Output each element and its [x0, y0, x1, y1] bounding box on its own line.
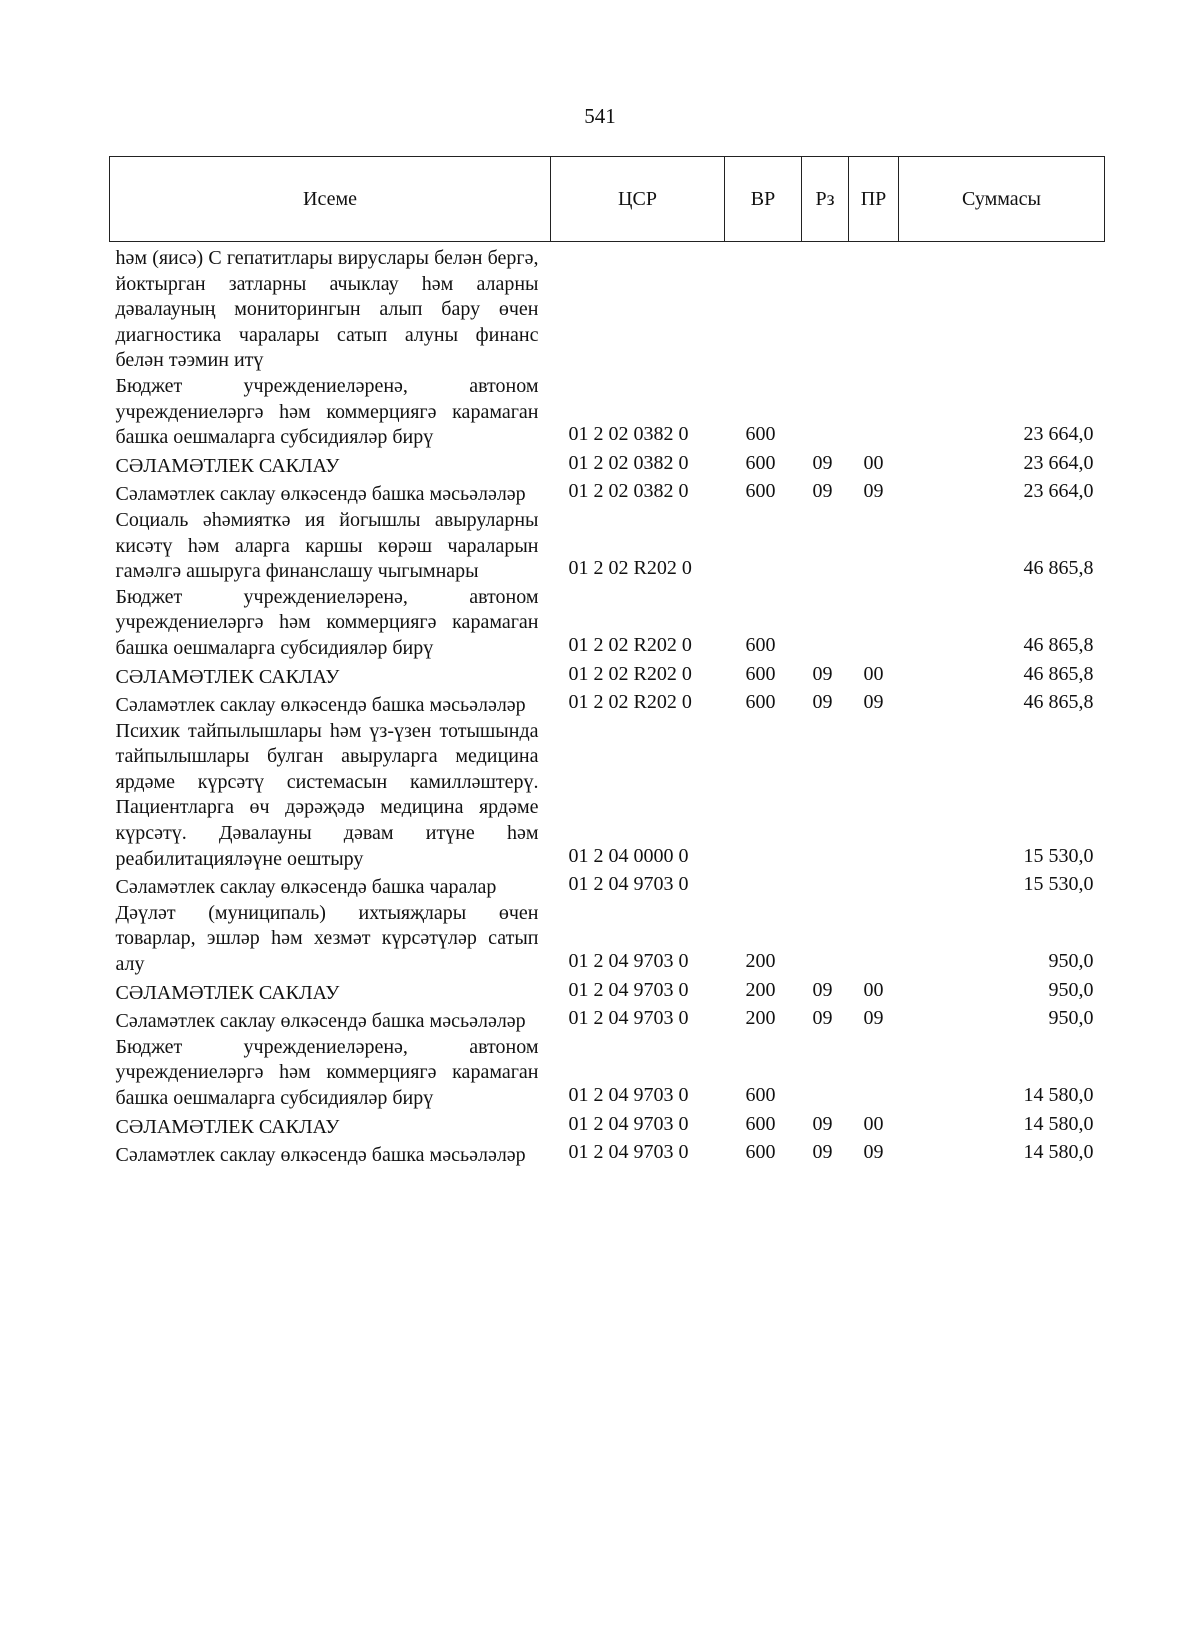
cell-vr: 200: [745, 1007, 776, 1030]
cell-pr: 00: [863, 662, 884, 685]
header-rz: Рз: [802, 157, 849, 242]
cell-pr: 09: [863, 480, 884, 503]
cell-rz: [802, 1035, 849, 1112]
cell-csr: 01 2 02 R202 0: [568, 662, 692, 685]
cell-vr: 600: [745, 1141, 776, 1164]
cell-vr: 600: [745, 1112, 776, 1135]
cell-name: Сәламәтлек саклау өлкәсендә башка мәсьәләләр: [115, 694, 526, 717]
cell-rz: [802, 374, 849, 451]
cell-csr: 01 2 02 0382 0: [568, 480, 689, 503]
header-sum: Суммасы: [899, 157, 1105, 242]
cell-sum: 15 530,0: [1023, 873, 1094, 896]
cell-csr: [551, 242, 725, 374]
cell-pr: [849, 719, 899, 873]
table-row: [110, 719, 1105, 873]
cell-name: Дәүләт (муниципаль) ихтыяҗлары өчен товарлар, эшләр һәм хезмәт күрсәтүләр сатып алу: [115, 901, 539, 976]
cell-rz: [802, 719, 849, 873]
cell-pr: 09: [863, 691, 884, 714]
cell-name: СӘЛАМӘТЛЕК САКЛАУ: [115, 981, 340, 1004]
cell-rz: 09: [812, 1112, 833, 1135]
cell-sum: 950,0: [1048, 978, 1094, 1001]
cell-sum: 15 530,0: [1023, 844, 1094, 867]
cell-csr: 01 2 02 R202 0: [568, 633, 692, 656]
cell-rz: [802, 585, 849, 662]
cell-csr: 01 2 02 0382 0: [568, 451, 689, 474]
cell-rz: [802, 872, 849, 901]
cell-sum: 23 664,0: [1023, 423, 1094, 446]
table-row: [110, 978, 1105, 1007]
cell-vr: 600: [745, 662, 776, 685]
header-pr: ПР: [849, 157, 899, 242]
cell-sum: 46 865,8: [1023, 633, 1094, 656]
cell-rz: 09: [812, 978, 833, 1001]
cell-csr: 01 2 04 9703 0: [568, 950, 689, 973]
cell-vr: 600: [745, 423, 776, 446]
table-row: [110, 1006, 1105, 1035]
table-header-row: [110, 157, 1105, 242]
cell-name: СӘЛАМӘТЛЕК САКЛАУ: [115, 1115, 340, 1138]
cell-sum: 46 865,8: [1023, 557, 1094, 580]
cell-sum: 14 580,0: [1023, 1112, 1094, 1135]
cell-vr: [725, 242, 802, 374]
cell-rz: 09: [812, 451, 833, 474]
cell-sum: 14 580,0: [1023, 1141, 1094, 1164]
table-row: [110, 585, 1105, 662]
cell-name: Бюджет учреждениеләренә, автоном учреждениеләргә һәм коммерциягә карамаган башка оешмаларга субсидияләр бирү: [115, 374, 539, 449]
cell-name: Социаль әһәмияткә ия йогышлы авыруларны кисәтү һәм аларга каршы көрәш чараларын гамәлгә ашыруга финанслашу чыгымнары: [115, 508, 539, 583]
cell-sum: 14 580,0: [1023, 1084, 1094, 1106]
table-row: [110, 508, 1105, 585]
cell-pr: 09: [863, 1007, 884, 1030]
table-row: [110, 1035, 1105, 1112]
budget-table: [109, 156, 1105, 1169]
cell-name: Бюджет учреждениеләренә, автоном учреждениеләргә һәм коммерциягә карамаган башка оешмаларга субсидияләр бирү: [115, 1035, 539, 1109]
cell-pr: [849, 585, 899, 662]
cell-name: СӘЛАМӘТЛЕК САКЛАУ: [115, 454, 340, 477]
cell-name: Сәламәтлек саклау өлкәсендә башка мәсьәләләр: [115, 1144, 526, 1167]
cell-csr: 01 2 04 9703 0: [568, 873, 689, 896]
cell-rz: 09: [812, 480, 833, 503]
cell-vr: 200: [745, 950, 776, 973]
table-row: [110, 242, 1105, 374]
cell-pr: [849, 1035, 899, 1112]
cell-rz: 09: [812, 691, 833, 714]
cell-csr: 01 2 04 9703 0: [568, 1084, 689, 1106]
cell-sum: 46 865,8: [1023, 691, 1094, 714]
header-csr: ЦСР: [551, 157, 725, 242]
cell-name: һәм (яисә) С гепатитлары вируслары белән бергә, йоктырган затларны ачыклау һәм аларны дәвалауның мониторингын алып бару өчен диагностика чаралары сатып алуны финанс белән тәэмин итү: [115, 247, 539, 372]
cell-sum: 23 664,0: [1023, 451, 1094, 474]
table-row: [110, 901, 1105, 978]
cell-rz: 09: [812, 1141, 833, 1164]
cell-csr: 01 2 04 9703 0: [568, 1141, 689, 1164]
cell-sum: 950,0: [1048, 1007, 1094, 1030]
cell-vr: 600: [745, 1084, 776, 1106]
table-row: [110, 872, 1105, 901]
table-row: [110, 1140, 1105, 1169]
cell-name: Сәламәтлек саклау өлкәсендә башка мәсьәләләр: [115, 483, 526, 506]
cell-pr: [849, 374, 899, 451]
cell-csr: 01 2 02 R202 0: [568, 557, 692, 580]
cell-pr: [849, 901, 899, 978]
table-body: [110, 242, 1105, 1169]
cell-pr: 09: [863, 1141, 884, 1164]
table-row: [110, 690, 1105, 719]
cell-pr: 00: [863, 978, 884, 1001]
table-row: [110, 1112, 1105, 1141]
cell-name: Сәламәтлек саклау өлкәсендә башка чаралар: [115, 876, 497, 899]
cell-vr: 200: [745, 978, 776, 1001]
cell-pr: [849, 242, 899, 374]
cell-rz: [802, 901, 849, 978]
cell-csr: 01 2 04 9703 0: [568, 1007, 689, 1030]
header-name: Исеме: [110, 157, 551, 242]
cell-pr: 00: [863, 1112, 884, 1135]
cell-sum: 23 664,0: [1023, 480, 1094, 503]
cell-vr: [725, 719, 802, 873]
cell-vr: 600: [745, 451, 776, 474]
cell-rz: 09: [812, 1007, 833, 1030]
cell-rz: [802, 508, 849, 585]
cell-rz: 09: [812, 662, 833, 685]
page-number: 541: [584, 104, 616, 128]
cell-sum: 950,0: [1048, 950, 1094, 973]
cell-sum: 46 865,8: [1023, 662, 1094, 685]
table-row: [110, 451, 1105, 480]
header-vr: ВР: [725, 157, 802, 242]
cell-rz: [802, 242, 849, 374]
cell-csr: 01 2 04 0000 0: [568, 844, 689, 867]
cell-name: Сәламәтлек саклау өлкәсендә башка мәсьәләләр: [115, 1010, 526, 1033]
cell-name: СӘЛАМӘТЛЕК САКЛАУ: [115, 665, 340, 688]
cell-sum: [899, 242, 1105, 374]
cell-vr: 600: [745, 480, 776, 503]
cell-vr: 600: [745, 691, 776, 714]
cell-vr: [725, 872, 802, 901]
cell-vr: [725, 508, 802, 585]
cell-csr: 01 2 04 9703 0: [568, 978, 689, 1001]
cell-csr: 01 2 04 9703 0: [568, 1112, 689, 1135]
table-row: [110, 374, 1105, 451]
table-row: [110, 479, 1105, 508]
cell-name: Бюджет учреждениеләренә, автоном учреждениеләргә һәм коммерциягә карамаган башка оешмаларга субсидияләр бирү: [115, 585, 539, 659]
cell-name: Психик тайпылышлары һәм үз-үзен тотышында тайпылышлары булган авыруларга медицина ярдәме күрсәтү системасын камилләштерү. Пациентларга өч дәрәҗәдә медицина ярдәме күрсәтү. Дәвалауны дәвам итүне һәм реабилитацияләүне оештыру: [115, 719, 539, 870]
cell-vr: 600: [745, 633, 776, 656]
cell-csr: 01 2 02 0382 0: [568, 423, 689, 446]
cell-pr: [849, 508, 899, 585]
table-row: [110, 662, 1105, 691]
cell-pr: [849, 872, 899, 901]
cell-pr: 00: [863, 451, 884, 474]
cell-csr: 01 2 02 R202 0: [568, 691, 692, 714]
